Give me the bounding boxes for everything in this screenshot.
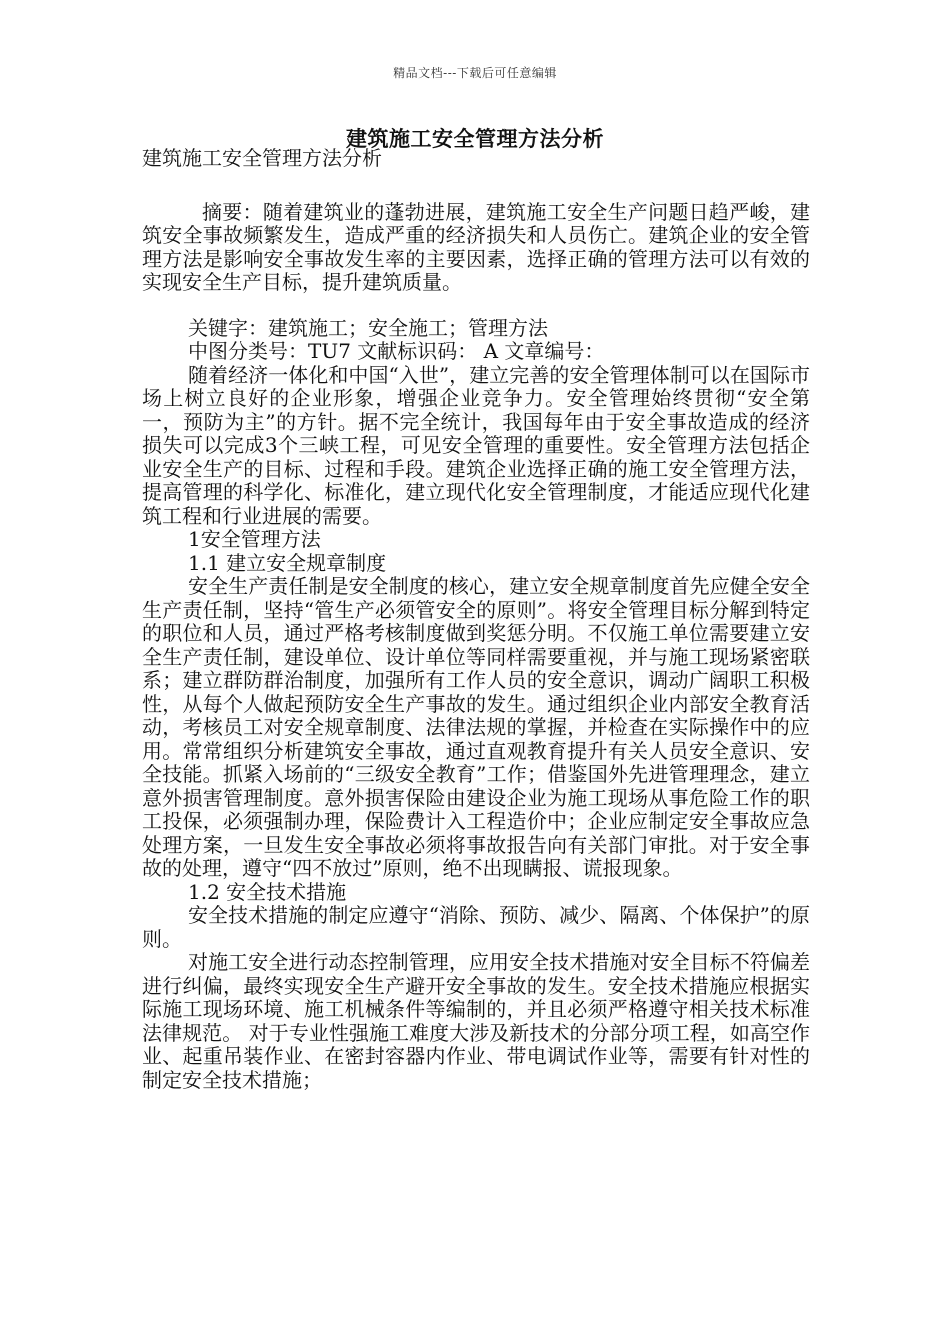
section-1-2-paragraph-b: 对施工安全进行动态控制管理，应用安全技术措施对安全目标不符偏差进行纠偏，最终实现安全生产避开安全事故的发生。安全技术措施应根据实际施工现场环境、施工机械条件等编制的，并且必须严格遵守相关技术标准法律规范。 对于专业性强施工难度大涉及新技术的分部分项工程，如高空作业、起重吊装作业、在密封容器内作业、带电调试作业等，需要有针对性的制定安全技术措施； — [142, 950, 810, 1092]
document-title: 建筑施工安全管理方法分析 — [346, 126, 604, 151]
document-subtitle: 建筑施工安全管理方法分析 — [142, 146, 382, 170]
abstract-paragraph: 摘要：随着建筑业的蓬勃进展，建筑施工安全生产问题日趋严峻，建筑安全事故频繁发生，造成严重的经济损失和人员伤亡。建筑企业的安全管理方法是影响安全事故发生率的主要因素，选择正确的管理方法可以有效的实现安全生产目标，提升建筑质量。 — [142, 199, 810, 294]
intro-paragraph: 随着经济一体化和中国“入世”，建立完善的安全管理体制可以在国际市场上树立良好的企业形象，增强企业竞争力。安全管理始终贯彻“安全第一，预防为主”的方针。据不完全统计，我国每年由于安全事故造成的经济损失可以完成3个三峡工程，可见安全管理的重要性。安全管理方法包括企业安全生产的目标、过程和手段。建筑企业选择正确的施工安全管理方法，提高管理的科学化、标准化，建立现代化安全管理制度，才能适应现代化建筑工程和行业进展的需要。 — [142, 362, 810, 528]
classification-line: 中图分类号：TU7 文献标识码： A 文章编号： — [188, 339, 605, 363]
page-header: 精品文档---下载后可任意编辑 — [393, 66, 557, 80]
document-body — [142, 147, 810, 1092]
section-1-2-paragraph-a: 安全技术措施的制定应遵守“消除、预防、减少、隔离、个体保护”的原则。 — [142, 903, 810, 951]
section-heading-1: 1安全管理方法 — [188, 527, 321, 551]
section-1-1-paragraph: 安全生产责任制是安全制度的核心，建立安全规章制度首先应健全安全生产责任制，坚持“管生产必须管安全的原则”。将安全管理目标分解到特定的职位和人员，通过严格考核制度做到奖惩分明。不仅施工单位需要建立安全生产责任制，建设单位、设计单位等同样需要重视，并与施工现场紧密联系；建立群防群治制度，加强所有工作人员的安全意识，调动广阔职工积极性，从每个人做起预防安全生产事故的发生。通过组织企业内部安全教育活动，考核员工对安全规章制度、法律法规的掌握，并检查在实际操作中的应用。常常组织分析建筑安全事故，通过直观教育提升有关人员安全意识、安全技能。抓紧入场前的“三级安全教育”工作；借鉴国外先进管理理念，建立意外损害管理制度。意外损害保险由建设企业为施工现场从事危险工作的职工投保，必须强制办理，保险费计入工程造价中；企业应制定安全事故应急处理方案，一旦发生安全事故必须将事故报告向有关部门审批。对于安全事故的处理，遵守“四不放过”原则，绝不出现瞒报、谎报现象。 — [142, 574, 810, 880]
section-heading-1-2: 1.2 安全技术措施 — [188, 879, 347, 904]
keywords-line: 关键字：建筑施工；安全施工；管理方法 — [188, 315, 548, 340]
section-heading-1-1: 1.1 建立安全规章制度 — [188, 550, 387, 575]
